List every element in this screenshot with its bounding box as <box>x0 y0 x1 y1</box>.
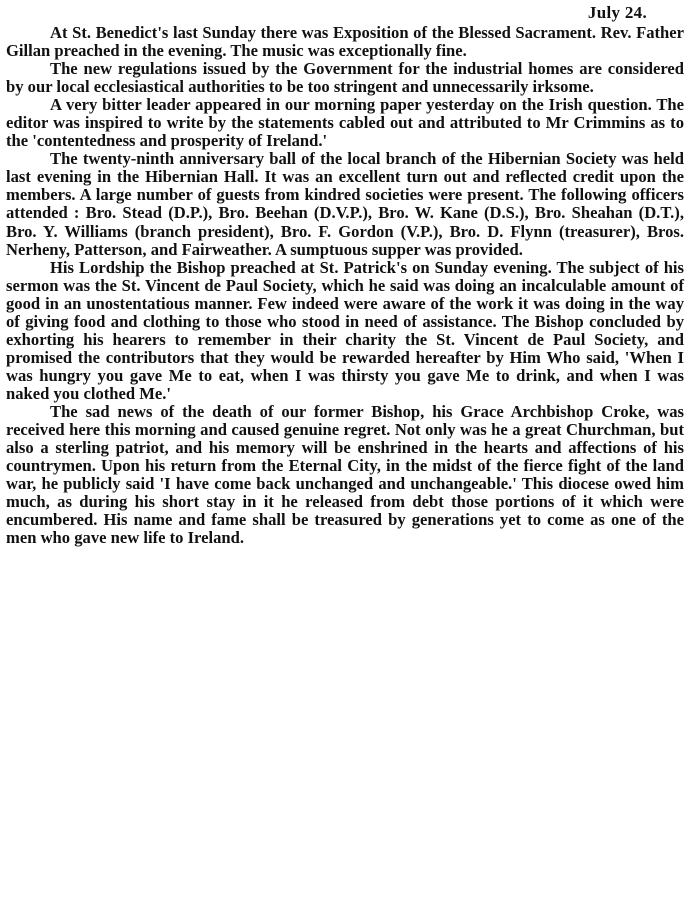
paragraph-hibernian-ball: The twenty-ninth anniversary ball of the local branch of the Hibernian Society was held last evening in the Hibernian Hall. It was an excellent turn out and reflected credit upon the members. A large number of guests from kindred societies were present. The following officers attended : Bro. Stead (D.P.), Bro. Beehan (D.V.P.), Bro. W. Kane (D.S.), Bro. Sheahan (D.T.), Bro. Y. Williams (branch president), Bro. F. Gordon (V.P.), Bro. D. Flynn (treasurer), Bros. Nerheny, Patterson, and Fairweather. A sumptuous supper was provided. <box>6 149 684 259</box>
paragraph-st-benedicts: At St. Benedict's last Sunday there was Exposition of the Blessed Sacrament. Rev. Father Gillan preached in the evening. The music was exceptionally fine. <box>6 23 684 61</box>
paragraph-irish-question: A very bitter leader appeared in our morning paper yesterday on the Irish question. The editor was inspired to write by the statements cabled out and attributed to Mr Crimmins as to the 'contentedness and prosperity of Ireland.' <box>6 95 684 151</box>
column-date: July 24. <box>587 3 647 22</box>
paragraph-bishop-sermon: His Lordship the Bishop preached at St. Patrick's on Sunday evening. The subject of his sermon was the St. Vincent de Paul Society, which he said was doing an incalculable amount of good in an unostentatious manner. Few indeed were aware of the work it was doing in the way of giving food and clothing to those who stood in need of assistance. The Bishop concluded by exhorting his hearers to remember in their charity the St. Vincent de Paul Society, and promised the contributors that they would be rewarded hereafter by Him Who said, 'When I was hungry you gave Me to eat, when I was thirsty you gave Me to drink, and when I was naked you clothed Me.' <box>6 257 684 403</box>
paragraph-industrial-homes: The new regulations issued by the Government for the industrial homes are considered by our local ecclesiastical authorities to be too stringent and unnecessarily irksome. <box>6 59 684 97</box>
news-column <box>6 24 684 547</box>
paragraph-archbishop-croke: The sad news of the death of our former Bishop, his Grace Archbishop Croke, was received here this morning and caused genuine regret. Not only was he a great Churchman, but also a sterling patriot, and his memory will be enshrined in the hearts and affections of his countrymen. Upon his return from the Eternal City, in the midst of the fierce fight of the land war, he publicly said 'I have come back unchanged and unchangeable.' This diocese owed him much, as during his short stay in it he released from debt those portions of it which were encumbered. His name and fame shall be treasured by generations yet to come as one of the men who gave new life to Ireland. <box>6 401 684 548</box>
